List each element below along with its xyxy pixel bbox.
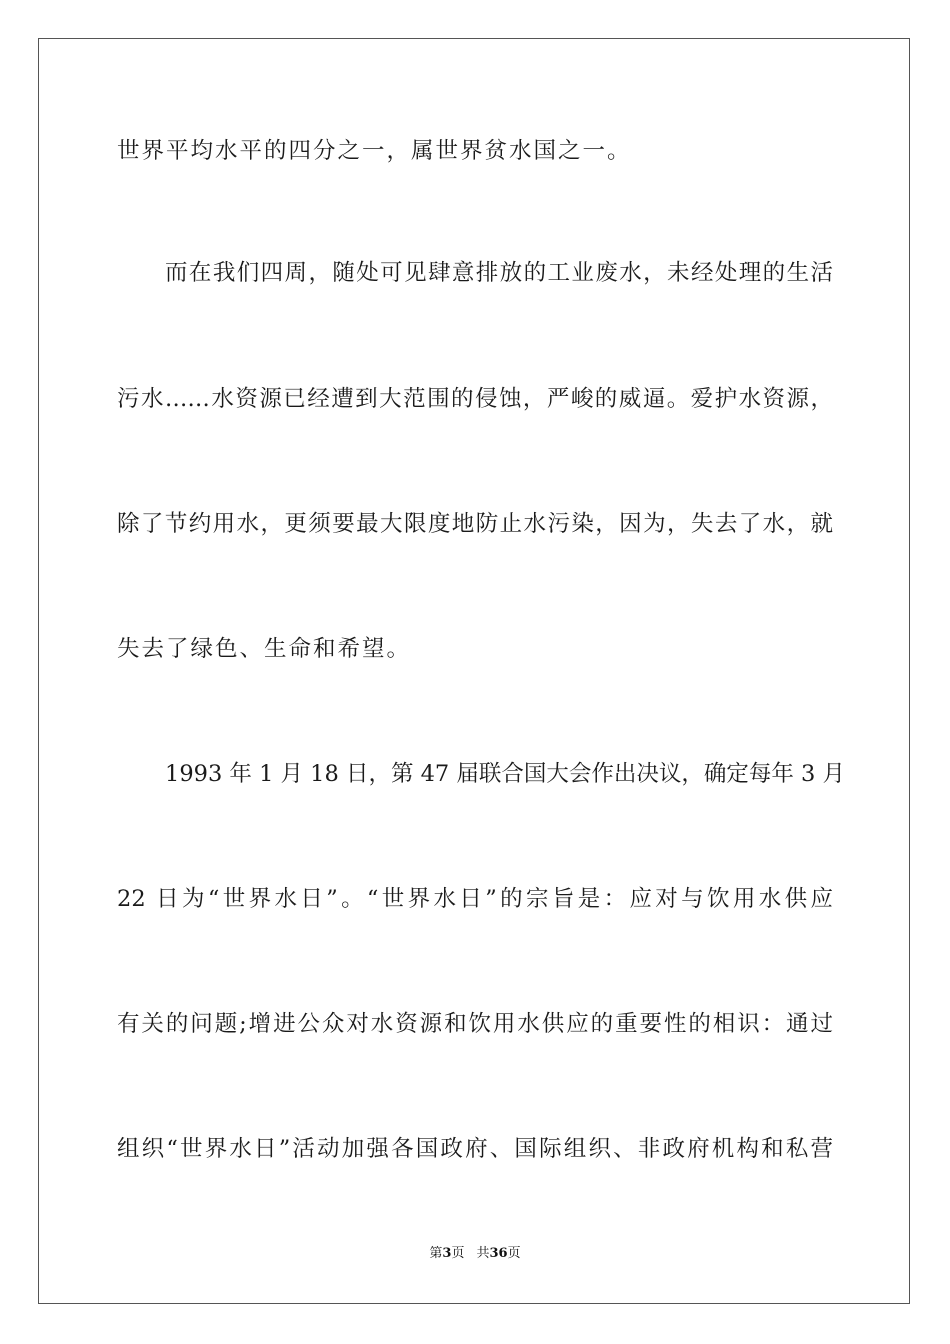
- text-line-2: 而在我们四周，随处可见肆意排放的工业废水，未经处理的生活: [165, 260, 833, 286]
- text-line-7: 22 日为“世界水日”。“世界水日”的宗旨是：应对与饮用水供应: [117, 886, 833, 912]
- text-line-4: 除了节约用水，更须要最大限度地防止水污染，因为，失去了水，就: [117, 511, 833, 537]
- text-line-5: 失去了绿色、生命和希望。: [117, 636, 412, 662]
- footer-total-pages: 36: [489, 1246, 508, 1261]
- text-line-3: 污水……水资源已经遭到大范围的侵蚀，严峻的威逼。爱护水资源，: [117, 386, 833, 412]
- footer-total-prefix: 共: [476, 1246, 490, 1261]
- text-line-1: 世界平均水平的四分之一，属世界贫水国之一。: [117, 138, 632, 164]
- footer-page-prefix: 第: [429, 1246, 443, 1261]
- page-footer: [0, 1245, 950, 1263]
- footer-page-number: 3: [442, 1246, 452, 1261]
- text-line-8: 有关的问题;增进公众对水资源和饮用水供应的重要性的相识：通过: [117, 1011, 833, 1037]
- footer-page-suffix: 页: [451, 1246, 465, 1261]
- footer-total-suffix: 页: [507, 1246, 521, 1261]
- text-line-9: 组织“世界水日”活动加强各国政府、国际组织、非政府机构和私营: [117, 1136, 833, 1162]
- text-line-6: 1993 年 1 月 18 日，第 47 届联合国大会作出决议，确定每年 3 月: [165, 761, 846, 787]
- page-border: [38, 38, 910, 1304]
